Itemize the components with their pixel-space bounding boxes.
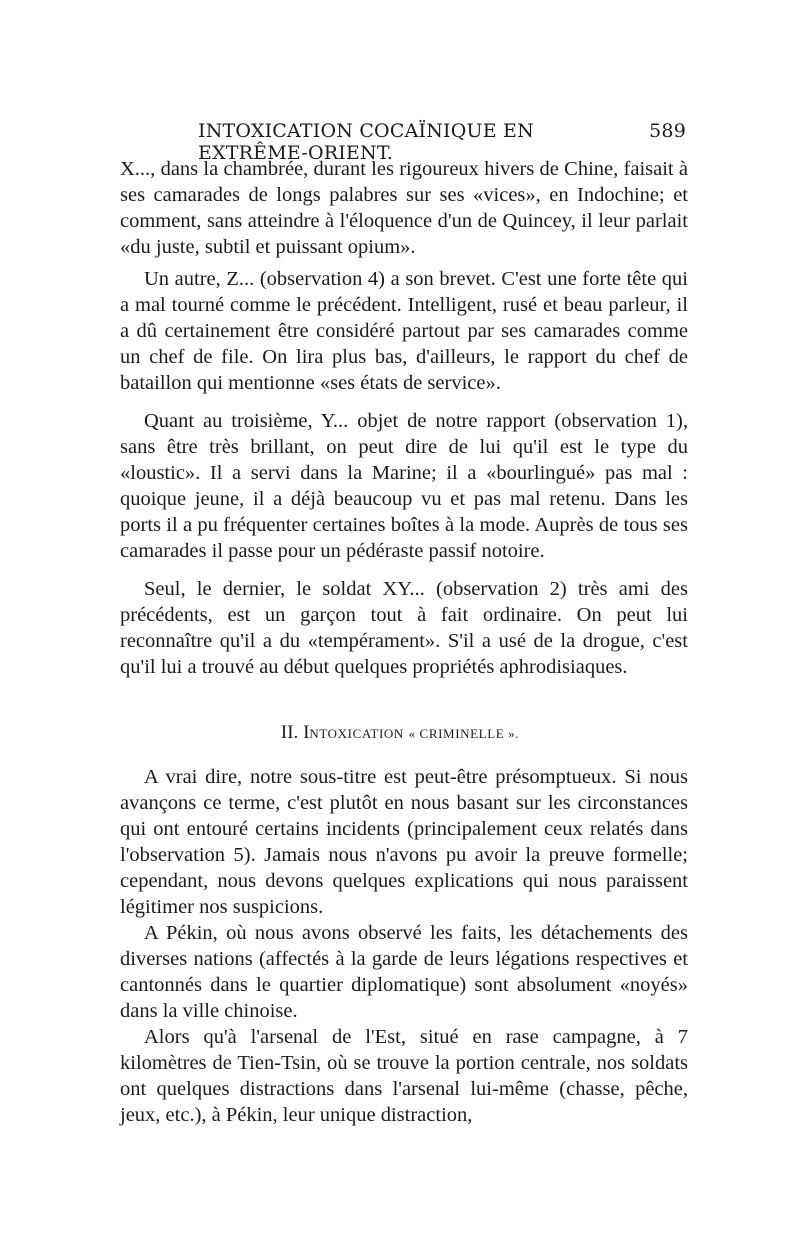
section-initial: I — [303, 722, 310, 743]
section-number: II. — [280, 722, 299, 743]
paragraph-3: Quant au troisième, Y... objet de notre rapport (observation 1), sans être très brillant, on peut dire de lui qu'il est le type du «loustic». Il a servi dans la Marine; il a «bourlingué» pas mal : quoique jeune, il a déjà beaucoup vu et pas mal retenu. Dans les ports il a pu fréquenter certaines boîtes à la mode. Auprès de tous ses camarades il passe pour un pédéraste passif notoire. — [120, 410, 688, 562]
section-title-rest: NTOXICATION — [309, 726, 404, 741]
page-number: 589 — [649, 120, 686, 142]
section-paragraph-2: A Pékin, où nous avons observé les faits, les détachements des diverses nations (affectés à la garde de leurs légations respectives et cantonnés dans le quartier diplomatique) sont absolument «noyés» dans la ville chinoise. — [120, 922, 688, 1022]
running-title: INTOXICATION COCAÏNIQUE EN EXTRÊME-ORIENT. — [198, 120, 534, 164]
paragraph-1: X..., dans la chambrée, durant les rigoureux hivers de Chine, faisait à ses camarades de longs palabres sur ses «vices», en Indochine; et comment, sans atteindre à l'éloquence d'un de Quincey, il leur parlait «du juste, subtil et puissant opium». — [120, 158, 688, 258]
paragraph-2: Un autre, Z... (observation 4) a son brevet. C'est une forte tête qui a mal tourné comme le précédent. Intelligent, rusé et beau parleur, il a dû certainement être considéré partout par ses camarades comme un chef de file. On lira plus bas, d'ailleurs, le rapport du chef de bataillon qui mentionne «ses états de service». — [120, 268, 688, 394]
paragraph-4: Seul, le dernier, le soldat XY... (observation 2) très ami des précédents, est un garçon tout à fait ordinaire. On peut lui reconnaître qu'il a du «tempérament». S'il a usé de la drogue, c'est qu'il lui a trouvé au début quelques propriétés aphrodisiaques. — [120, 578, 688, 678]
section-paragraph-1: A vrai dire, notre sous-titre est peut-être présomptueux. Si nous avançons ce terme, c'est plutôt en nous basant sur les circonstances qui ont entouré certains incidents (principalement ceux relatés dans l'observation 5). Jamais nous n'avons pu avoir la preuve formelle; cependant, nous devons quelques explications qui nous paraissent légitimer nos suspicions. — [120, 766, 688, 918]
section-paragraph-3: Alors qu'à l'arsenal de l'Est, situé en rase campagne, à 7 kilomètres de Tien-Tsin, où se trouve la portion centrale, nos soldats ont quelques distractions dans l'arsenal lui-même (chasse, pêche, jeux, etc.), à Pékin, leur unique distraction, — [120, 1026, 688, 1126]
section-title-quote: « CRIMINELLE ». — [408, 726, 520, 741]
section-heading — [0, 722, 800, 744]
